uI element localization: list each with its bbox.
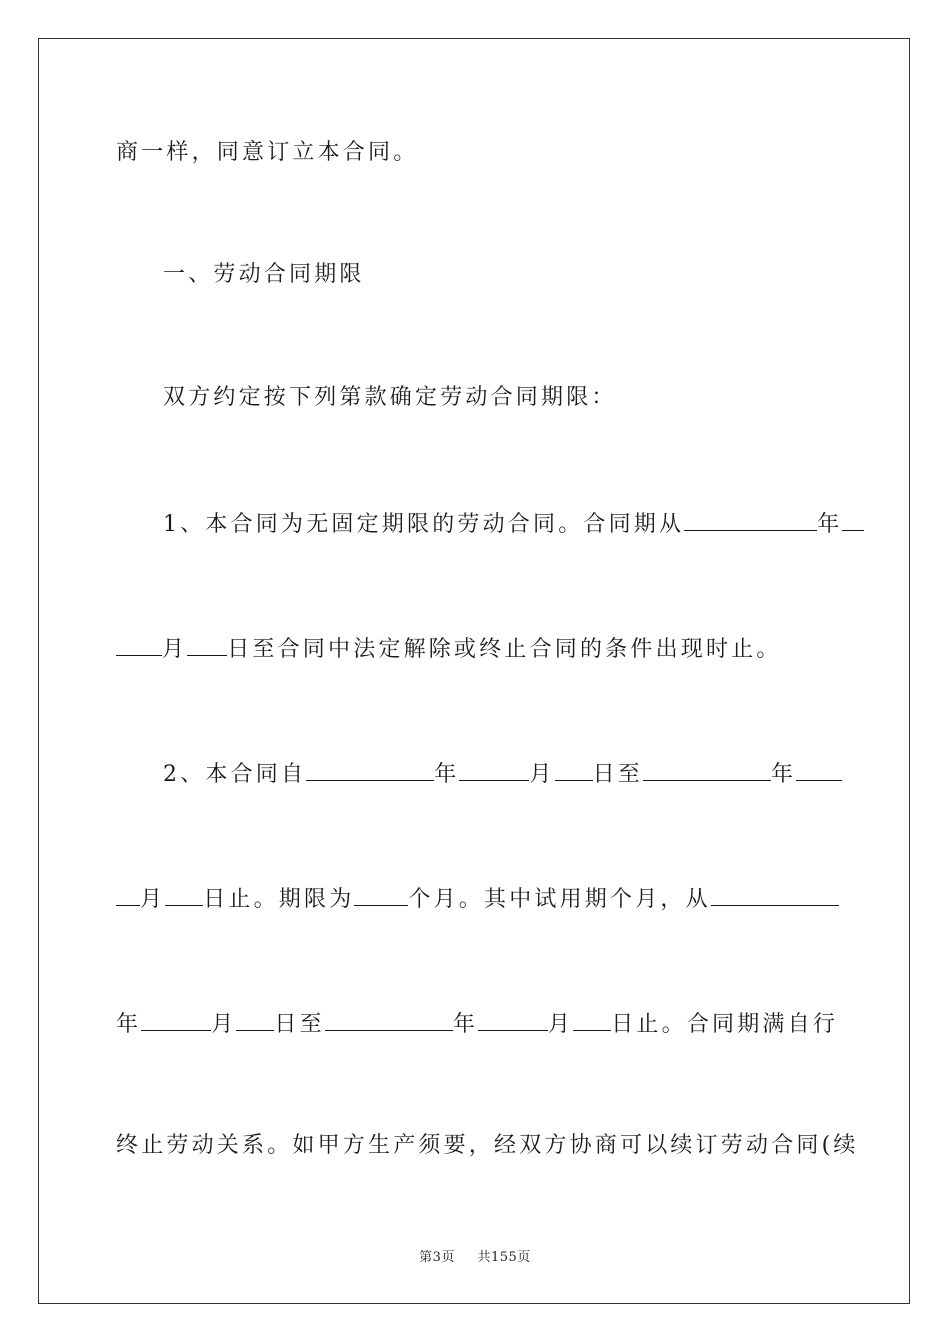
blank-field[interactable] xyxy=(459,758,529,781)
page-number: 第3页 xyxy=(419,1250,455,1265)
blank-field[interactable] xyxy=(478,1008,548,1031)
blank-field[interactable] xyxy=(555,758,593,781)
blank-field[interactable] xyxy=(116,633,162,656)
blank-field[interactable] xyxy=(711,883,839,906)
paragraph-line-3: 双方约定按下列第款确定劳动合同期限： xyxy=(163,385,617,410)
blank-field[interactable] xyxy=(796,758,842,781)
section-heading: 一、劳动合同期限 xyxy=(163,262,365,287)
blank-field[interactable] xyxy=(116,883,140,906)
blank-field[interactable] xyxy=(165,883,203,906)
blank-field[interactable] xyxy=(187,633,227,656)
blank-field[interactable] xyxy=(643,758,771,781)
clause-2-line-2: 月 日止。期限为 个月。其中试用期个月，从 xyxy=(116,883,839,915)
blank-field[interactable] xyxy=(236,1008,274,1031)
blank-field[interactable] xyxy=(842,508,864,531)
total-pages: 共155页 xyxy=(477,1250,531,1265)
blank-field[interactable] xyxy=(306,758,434,781)
clause-2-line-3: 年 月 日至 年 月 日止。合同期满自行 xyxy=(116,1008,838,1040)
clause-1-line-2: 月 日至合同中法定解除或终止合同的条件出现时止。 xyxy=(116,633,782,665)
blank-field[interactable] xyxy=(141,1008,211,1031)
blank-field[interactable] xyxy=(573,1008,611,1031)
clause-2-line-1: 2、本合同自 年 月 日至 年 xyxy=(163,758,842,790)
blank-field[interactable] xyxy=(684,508,817,531)
blank-field[interactable] xyxy=(325,1008,453,1031)
clause-2-line-4: 终止劳动关系。如甲方生产须要，经双方协商可以续订劳动合同(续 xyxy=(116,1133,859,1158)
page-footer xyxy=(0,1246,950,1265)
clause-1-line-1: 1、本合同为无固定期限的劳动合同。合同期从 年 xyxy=(163,508,864,540)
paragraph-line-1: 商一样，同意订立本合同。 xyxy=(116,140,419,165)
page-border xyxy=(38,38,910,1304)
blank-field[interactable] xyxy=(354,883,408,906)
